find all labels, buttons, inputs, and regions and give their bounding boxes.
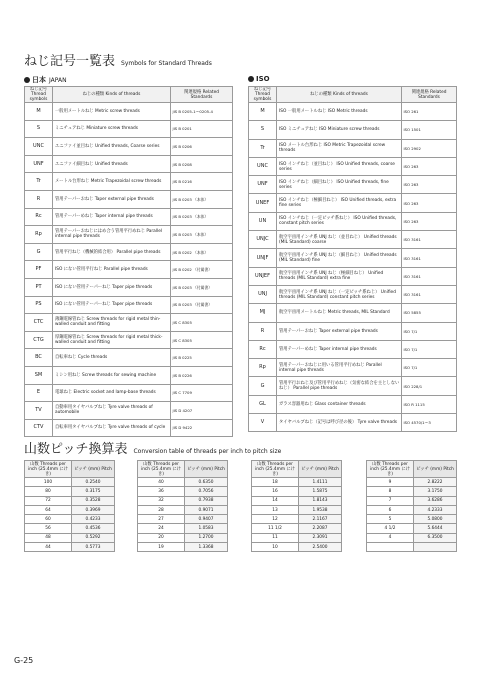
related-standard: JIS C 8305 — [171, 331, 233, 349]
table-row — [252, 524, 342, 533]
table-row — [25, 419, 233, 437]
thread-symbol: CTC — [25, 314, 53, 332]
thread-symbol: TV — [25, 402, 53, 420]
table-row — [25, 496, 115, 505]
pitch-value: 0.7938 — [185, 496, 228, 505]
pitch-value: 2.3091 — [299, 533, 342, 542]
related-standard: ISO 4570/1～3 — [402, 414, 457, 432]
col-header-tpi: 山数 Threads per inch (25.4mm にけき) — [367, 461, 414, 478]
table-row — [25, 296, 233, 314]
pitch-value: 1.4111 — [299, 478, 342, 487]
thread-symbol: CTV — [25, 419, 53, 437]
table-row — [252, 487, 342, 496]
thread-symbol: Rp — [25, 226, 53, 244]
table-row — [249, 359, 457, 377]
tpi-value: 32 — [138, 496, 185, 505]
tpi-value: 72 — [25, 496, 72, 505]
table-row — [25, 543, 115, 552]
thread-symbol: BC — [25, 349, 53, 367]
related-standard: ISO 3161 — [402, 231, 457, 249]
pitch-value: 5.6444 — [414, 524, 457, 533]
thread-symbol: CTG — [25, 331, 53, 349]
thread-kind: ISO にない管用平行ねじ Parallel pipe threads — [53, 261, 171, 279]
thread-kind: 管用テーパーおねじにはめ合う管用平行めねじ Parallel internal pipe threads — [53, 226, 171, 244]
table-row — [252, 515, 342, 524]
col-header-symbol: ねじ記号 Thread symbols — [25, 87, 53, 103]
col-header-tpi: 山数 Threads per inch (25.4mm にけき) — [252, 461, 299, 478]
table-row — [25, 243, 233, 261]
pitch-value: 0.9407 — [185, 515, 228, 524]
table-row — [25, 190, 233, 208]
pitch-value: 1.2700 — [185, 533, 228, 542]
pitch-block-table — [24, 460, 115, 552]
related-standard: JIS B 0202 （本体） — [171, 243, 233, 261]
pitch-value: 0.5773 — [72, 543, 115, 552]
table-row — [252, 533, 342, 542]
tpi-value: 44 — [25, 543, 72, 552]
related-standard: JIS B 0225 — [171, 349, 233, 367]
tpi-value: 24 — [138, 524, 185, 533]
col-header-tpi: 山数 Threads per inch (25.4mm にけき) — [25, 461, 72, 478]
table-row — [249, 267, 457, 285]
table-row — [25, 524, 115, 533]
pitch-value: 0.3175 — [72, 487, 115, 496]
pitch-value: 4.2333 — [414, 505, 457, 514]
related-standard: ISO 3161 — [402, 249, 457, 267]
thread-symbol: G — [249, 377, 277, 395]
thread-symbol: UNJC — [249, 231, 277, 249]
table-row — [138, 533, 228, 542]
table-row — [25, 331, 233, 349]
related-standard: ISO 5855 — [402, 304, 457, 322]
table-row — [249, 285, 457, 303]
thread-symbol: Tr — [249, 139, 277, 157]
iso-section-heading: ISO — [248, 75, 270, 83]
table-row — [25, 349, 233, 367]
table-row — [25, 155, 233, 173]
thread-kind: 管用テーパーおねじに用いる管用平行めねじ Parallel internal pipe threads — [277, 359, 402, 377]
tpi-value: 27 — [138, 515, 185, 524]
related-standard: ISO 3161 — [402, 267, 457, 285]
thread-symbol: M — [25, 103, 53, 121]
related-standard: ISO R 1115 — [402, 395, 457, 413]
related-standard: JIS B 0203 （本体） — [171, 208, 233, 226]
related-standard: JIS D 4207 — [171, 402, 233, 420]
pitch-value: 1.9538 — [299, 505, 342, 514]
table-row — [249, 176, 457, 194]
japan-thread-table — [24, 86, 233, 437]
thread-symbol: R — [25, 190, 53, 208]
table-row — [25, 138, 233, 156]
tpi-value: 14 — [252, 496, 299, 505]
related-standard: ISO 1501 — [402, 121, 457, 139]
related-standard: ISO 228/1 — [402, 377, 457, 395]
table-row — [25, 478, 115, 487]
thread-kind: タイヤバルブねじ（記号は呼び径の後） Tyre valve threads — [277, 414, 402, 432]
thread-kind: メートル台形ねじ Metric Trapezoidal screw threads — [53, 173, 171, 191]
related-standard: JIS B 0205-1～0205-4 — [171, 103, 233, 121]
tpi-value: 36 — [138, 487, 185, 496]
thread-symbol: Rc — [249, 340, 277, 358]
table-row — [367, 505, 457, 514]
table-row — [138, 496, 228, 505]
thread-kind: 自動車用タイヤバルブねじ Tyre valve threads of automobile — [53, 402, 171, 420]
thread-kind: ガラス容器用ねじ Glass container threads — [277, 395, 402, 413]
pitch-block-table — [251, 460, 342, 552]
table-row — [25, 120, 233, 138]
bullet-icon — [248, 76, 254, 82]
table-row — [138, 515, 228, 524]
pitch-value: 0.2540 — [72, 478, 115, 487]
col-header-pitch: ピッチ (mm) Pitch — [72, 461, 115, 478]
thread-kind: 一般用メートルねじ Metric screw threads — [53, 103, 171, 121]
related-standard: JIS B 0203 （本体） — [171, 190, 233, 208]
thread-kind: 航空宇宙用インチ系 UNJ ねじ（並目ねじ） Unified threads (MIL Standard) coarse — [277, 231, 402, 249]
table-row — [138, 543, 228, 552]
tpi-value: 6 — [367, 505, 414, 514]
table-row — [249, 304, 457, 322]
table-row — [25, 533, 115, 542]
pitch-value — [414, 543, 457, 552]
thread-kind: 厚鋼電線管ねじ Screw threads for rigid metal thick-walled conduit and fitting — [53, 331, 171, 349]
tpi-value: 11 1/2 — [252, 524, 299, 533]
thread-kind: ISO ミニチュアねじ ISO Miniature screw threads — [277, 121, 402, 139]
bullet-icon — [24, 77, 30, 83]
table-row — [367, 515, 457, 524]
col-header-pitch: ピッチ (mm) Pitch — [185, 461, 228, 478]
thread-kind: 電球ねじ Electric socket and lamp-base threads — [53, 384, 171, 402]
thread-symbol: Rp — [249, 359, 277, 377]
table-row — [25, 487, 115, 496]
col-header-kind: ねじの種類 Kinds of threads — [277, 87, 402, 103]
pitch-value: 0.4536 — [72, 524, 115, 533]
related-standard: JIS C 7709 — [171, 384, 233, 402]
table-row — [25, 384, 233, 402]
tpi-value: 64 — [25, 505, 72, 514]
tpi-value: 9 — [367, 478, 414, 487]
thread-symbol: UNEF — [249, 194, 277, 212]
thread-symbol: MJ — [249, 304, 277, 322]
tpi-value: 11 — [252, 533, 299, 542]
tpi-value — [367, 543, 414, 552]
table-row — [249, 322, 457, 340]
table-row — [249, 103, 457, 121]
thread-symbol: PT — [25, 278, 53, 296]
thread-symbol: S — [249, 121, 277, 139]
thread-symbol: R — [249, 322, 277, 340]
table-row — [249, 340, 457, 358]
table-row — [252, 478, 342, 487]
table-row — [249, 194, 457, 212]
col-header-symbol: ねじ記号 Thread symbols — [249, 87, 277, 103]
related-standard: ISO 7/1 — [402, 322, 457, 340]
table-row — [138, 524, 228, 533]
related-standard: ISO 7/1 — [402, 340, 457, 358]
table-row — [249, 121, 457, 139]
thread-symbol: E — [25, 384, 53, 402]
table-row — [367, 496, 457, 505]
pitch-value: 2.8222 — [414, 478, 457, 487]
japan-section-heading: 日本 JAPAN — [24, 75, 67, 85]
related-standard: ISO 263 — [402, 157, 457, 175]
table-row — [249, 212, 457, 230]
related-standard: ISO 2902 — [402, 139, 457, 157]
thread-symbol: UN — [249, 212, 277, 230]
pitch-value: 0.7056 — [185, 487, 228, 496]
related-standard: JIS D 9422 — [171, 419, 233, 437]
thread-kind: ISO にない管用テーパーねじ Taper pipe threads — [53, 296, 171, 314]
thread-symbol: UNF — [25, 155, 53, 173]
thread-kind: ISO インチねじ（並目ねじ） ISO Unified threads, coarse series — [277, 157, 402, 175]
thread-kind: ユニファイ並目ねじ Unified threads, Coarse series — [53, 138, 171, 156]
table-row — [25, 173, 233, 191]
table-row — [249, 395, 457, 413]
table-row — [367, 478, 457, 487]
thread-symbol: Rc — [25, 208, 53, 226]
pitch-value: 3.6286 — [414, 496, 457, 505]
col-header-related: 関連規格 Related Standards — [171, 87, 233, 103]
thread-kind: ミニチュアねじ Miniature screw threads — [53, 120, 171, 138]
related-standard: ISO 263 — [402, 176, 457, 194]
tpi-value: 4 — [367, 533, 414, 542]
table-row — [138, 487, 228, 496]
thread-kind: 自転車ねじ Cycle threads — [53, 349, 171, 367]
thread-symbol: UNJF — [249, 249, 277, 267]
thread-symbol: GL — [249, 395, 277, 413]
col-header-pitch: ピッチ (mm) Pitch — [299, 461, 342, 478]
table-row — [138, 505, 228, 514]
thread-symbol: UNJEF — [249, 267, 277, 285]
tpi-value: 16 — [252, 487, 299, 496]
table-row — [25, 402, 233, 420]
thread-kind: ISO インチねじ（細目ねじ） ISO Unified threads, fine series — [277, 176, 402, 194]
pitch-value: 1.5875 — [299, 487, 342, 496]
thread-symbol: UNJ — [249, 285, 277, 303]
related-standard: ISO 261 — [402, 103, 457, 121]
col-header-kind: ねじの種類 Kinds of threads — [53, 87, 171, 103]
related-standard: ISO 263 — [402, 212, 457, 230]
thread-kind: 航空宇宙用メートルねじ Metric threads, MIL Standard — [277, 304, 402, 322]
tpi-value: 28 — [138, 505, 185, 514]
tpi-value: 100 — [25, 478, 72, 487]
related-standard: JIS B 0206 — [171, 138, 233, 156]
table-row — [249, 377, 457, 395]
pitch-value: 0.6350 — [185, 478, 228, 487]
tpi-value: 19 — [138, 543, 185, 552]
pitch-value: 1.8143 — [299, 496, 342, 505]
thread-symbol: M — [249, 103, 277, 121]
related-standard: JIS B 0216 — [171, 173, 233, 191]
tpi-value: 10 — [252, 543, 299, 552]
thread-symbol: V — [249, 414, 277, 432]
tpi-value: 56 — [25, 524, 72, 533]
table-row — [25, 314, 233, 332]
pitch-value: 6.3500 — [414, 533, 457, 542]
thread-symbol: UNC — [249, 157, 277, 175]
table-row — [249, 249, 457, 267]
table-row — [25, 226, 233, 244]
pitch-table-title: 山数ピッチ換算表 Conversion table of threads per inch to pitch size — [24, 442, 282, 457]
pitch-value: 0.4233 — [72, 515, 115, 524]
thread-symbol: G — [25, 243, 53, 261]
thread-kind: 管用テーパーめねじ Taper internal pipe threads — [53, 208, 171, 226]
thread-symbol: PS — [25, 296, 53, 314]
tpi-value: 20 — [138, 533, 185, 542]
tpi-value: 7 — [367, 496, 414, 505]
thread-kind: 自転車用タイヤバルブねじ Tyre valve threads of cycle — [53, 419, 171, 437]
related-standard: ISO 263 — [402, 194, 457, 212]
thread-symbol: UNC — [25, 138, 53, 156]
pitch-block-table — [366, 460, 457, 552]
table-row — [25, 278, 233, 296]
col-header-pitch: ピッチ (mm) Pitch — [414, 461, 457, 478]
thread-kind: 管用テーパーめねじ Taper internal pipe threads — [277, 340, 402, 358]
table-row — [252, 543, 342, 552]
col-header-tpi: 山数 Threads per inch (25.4mm にけき) — [138, 461, 185, 478]
tpi-value: 12 — [252, 515, 299, 524]
related-standard: JIS B 0202 （付属書） — [171, 261, 233, 279]
related-standard: JIS B 0203 （付属書） — [171, 296, 233, 314]
related-standard: JIS B 0208 — [171, 155, 233, 173]
thread-symbol: UNF — [249, 176, 277, 194]
related-standard: ISO 3161 — [402, 285, 457, 303]
thread-symbol: PF — [25, 261, 53, 279]
related-standard: JIS B 0226 — [171, 366, 233, 384]
related-standard: ISO 7/1 — [402, 359, 457, 377]
pitch-value: 1.0583 — [185, 524, 228, 533]
related-standard: JIS B 0203 （本体） — [171, 226, 233, 244]
pitch-value: 0.5292 — [72, 533, 115, 542]
tpi-value: 60 — [25, 515, 72, 524]
thread-kind: ISO にない管用テーパーねじ Taper pipe threads — [53, 278, 171, 296]
related-standard: JIS C 8305 — [171, 314, 233, 332]
thread-symbol: SM — [25, 366, 53, 384]
table-row — [25, 261, 233, 279]
pitch-value: 3.1750 — [414, 487, 457, 496]
thread-kind: 航空宇宙用インチ系 UNJ ねじ（細目ねじ） Unified threads (MIL Standard) fine — [277, 249, 402, 267]
table-row — [249, 139, 457, 157]
table-row — [249, 157, 457, 175]
table-row — [25, 505, 115, 514]
thread-kind: ミシン用ねじ Screw threads for sewing machine — [53, 366, 171, 384]
table-row — [138, 478, 228, 487]
thread-kind: 管用平行ねじ（機械的結合用） Parallel pipe threads — [53, 243, 171, 261]
thread-kind: ISO メートル台形ねじ ISO Metric Trapezoidal screw threads — [277, 139, 402, 157]
thread-kind: ISO インチねじ（極細目ねじ） ISO Unified threads, extra fine series — [277, 194, 402, 212]
tpi-value: 8 — [367, 487, 414, 496]
thread-kind: 航空宇宙用インチ系 UNJ ねじ（一定ピッチ系ねじ） Unified threads (MIL Standard) constant pitch series — [277, 285, 402, 303]
table-row — [25, 366, 233, 384]
table-row — [367, 533, 457, 542]
thread-symbol: S — [25, 120, 53, 138]
tpi-value: 5 — [367, 515, 414, 524]
pitch-value: 1.3368 — [185, 543, 228, 552]
thread-kind: 管用テーパーおねじ Taper external pipe threads — [53, 190, 171, 208]
thread-kind: 航空宇宙用インチ系 UNJ ねじ（極細目ねじ） Unified threads (MIL Standard) extra fine — [277, 267, 402, 285]
col-header-related: 関連規格 Related Standards — [402, 87, 457, 103]
tpi-value: 18 — [252, 478, 299, 487]
related-standard: JIS B 0203 （付属書） — [171, 278, 233, 296]
page-title: ねじ記号一覧表 Symbols for Standard Threads — [24, 54, 212, 69]
table-row — [252, 505, 342, 514]
pitch-value: 0.3528 — [72, 496, 115, 505]
tpi-value: 13 — [252, 505, 299, 514]
tpi-value: 48 — [25, 533, 72, 542]
pitch-value: 2.2087 — [299, 524, 342, 533]
pitch-value: 0.9071 — [185, 505, 228, 514]
thread-kind: 管用テーパーおねじ Taper external pipe threads — [277, 322, 402, 340]
iso-thread-table — [248, 86, 457, 432]
related-standard: JIS B 0201 — [171, 120, 233, 138]
pitch-value: 2.1167 — [299, 515, 342, 524]
pitch-value: 5.0800 — [414, 515, 457, 524]
table-row — [367, 524, 457, 533]
thread-kind: ISO 一般用メートルねじ ISO Metric threads — [277, 103, 402, 121]
pitch-block-table — [137, 460, 228, 552]
thread-symbol: Tr — [25, 173, 53, 191]
thread-kind: 薄鋼電線管ねじ Screw threads for rigid metal thin-walled conduit and fitting — [53, 314, 171, 332]
table-row — [25, 103, 233, 121]
tpi-value: 4 1/2 — [367, 524, 414, 533]
thread-kind: ユニファイ細目ねじ Unified threads — [53, 155, 171, 173]
table-row — [249, 231, 457, 249]
table-row — [367, 487, 457, 496]
table-row — [367, 543, 457, 552]
table-row — [25, 515, 115, 524]
thread-kind: ISO インチねじ（一定ピッチ系ねじ） ISO Unified threads, constant pitch series — [277, 212, 402, 230]
thread-kind: 管用平行おねじ及び管用平行めねじ（気密な結合を主としないねじ） Parallel pipe threads — [277, 377, 402, 395]
pitch-value: 2.5400 — [299, 543, 342, 552]
tpi-value: 40 — [138, 478, 185, 487]
table-row — [249, 414, 457, 432]
tpi-value: 80 — [25, 487, 72, 496]
page-number: G-25 — [14, 656, 34, 665]
table-row — [25, 208, 233, 226]
table-row — [252, 496, 342, 505]
pitch-value: 0.3969 — [72, 505, 115, 514]
